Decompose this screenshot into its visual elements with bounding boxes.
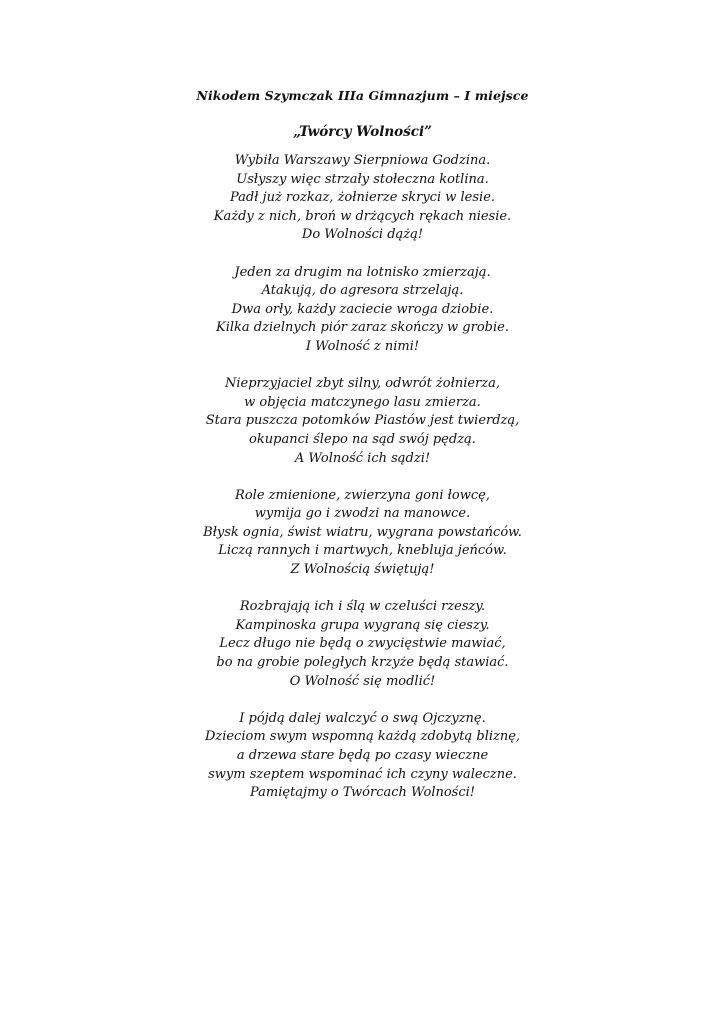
poem-line: Usłyszy więc strzały stołeczna kotlina.: [236, 171, 489, 187]
poem-line: Do Wolności dążą!: [301, 227, 424, 243]
poem-line: Z Wolnością świętują!: [290, 562, 435, 578]
poem-line: a drzewa stare będą po czasy wieczne: [236, 748, 489, 763]
poem-line: Stara puszcza potomków Piastów jest twierdzą,: [205, 413, 520, 429]
stanza-2: [0, 264, 725, 357]
poem-line: Atakują, do agresora strzelają.: [261, 283, 464, 299]
poem-line: Każdy z nich, broń w drżących rękach niesie.: [213, 208, 512, 224]
poem-line: I pójdą dalej walczyć o swą Ojczyznę.: [239, 710, 486, 726]
poem-line: Padł już rozkaz, żołnierze skryci w lesie.: [229, 190, 496, 206]
poem-line: w objęcia matczynego lasu zmierza.: [244, 394, 481, 410]
poem-line: bo na grobie poległych krzyże będą stawiać.: [216, 655, 509, 671]
poem-line: Jeden za drugim na lotnisko zmierzają.: [234, 264, 491, 280]
poem-line: swym szeptem wspominać ich czyny waleczne.: [208, 766, 517, 782]
poem-line: Nieprzyjaciel zbyt silny, odwrót żołnierza,: [224, 376, 500, 392]
poem-line: Kampinoska grupa wygraną się cieszy.: [235, 617, 490, 633]
poem-body: [0, 152, 725, 821]
poem-line: Pamiętajmy o Twórcach Wolności!: [249, 785, 476, 801]
poem-line: A Wolność ich sądzi!: [294, 450, 431, 466]
poem-line: Wybiła Warszawy Sierpniowa Godzina.: [234, 153, 491, 168]
poem-line: Liczą rannych i martwych, knebluja jeńców.: [218, 543, 507, 559]
poem-line: O Wolność się modlić!: [289, 673, 436, 689]
poem-title: „Twórcy Wolności”: [293, 124, 432, 140]
poem-line: Rozbrajają ich i ślą w czeluści rzeszy.: [239, 599, 486, 615]
poem-line: I Wolność z nimi!: [305, 338, 420, 354]
stanza-6: [0, 710, 725, 803]
poem-line: wymija go i zwodzi na manowce.: [254, 506, 471, 522]
author-header: Nikodem Szymczak IIIa Gimnazjum – I miejsce: [196, 88, 529, 103]
poem-line: Dzieciom swym wspomną każdą zdobytą bliznę,: [204, 729, 521, 745]
stanza-4: [0, 487, 725, 580]
poem-line: Lecz długo nie będą o zwycięstwie mawiać,: [219, 636, 506, 652]
poem-line: Błysk ognia, świst wiatru, wygrana powstańców.: [203, 524, 522, 540]
poem-line: okupanci ślepo na sąd swój pędzą.: [249, 431, 476, 447]
poem-line: Kilka dzielnych piór zaraz skończy w grobie.: [216, 320, 509, 336]
stanza-1: [0, 152, 725, 245]
poem-line: Dwa orły, każdy zaciecie wroga dziobie.: [231, 301, 494, 317]
stanza-3: [0, 375, 725, 468]
stanza-5: [0, 598, 725, 691]
poem-line: Role zmienione, zwierzyna goni łowcę,: [235, 487, 490, 503]
